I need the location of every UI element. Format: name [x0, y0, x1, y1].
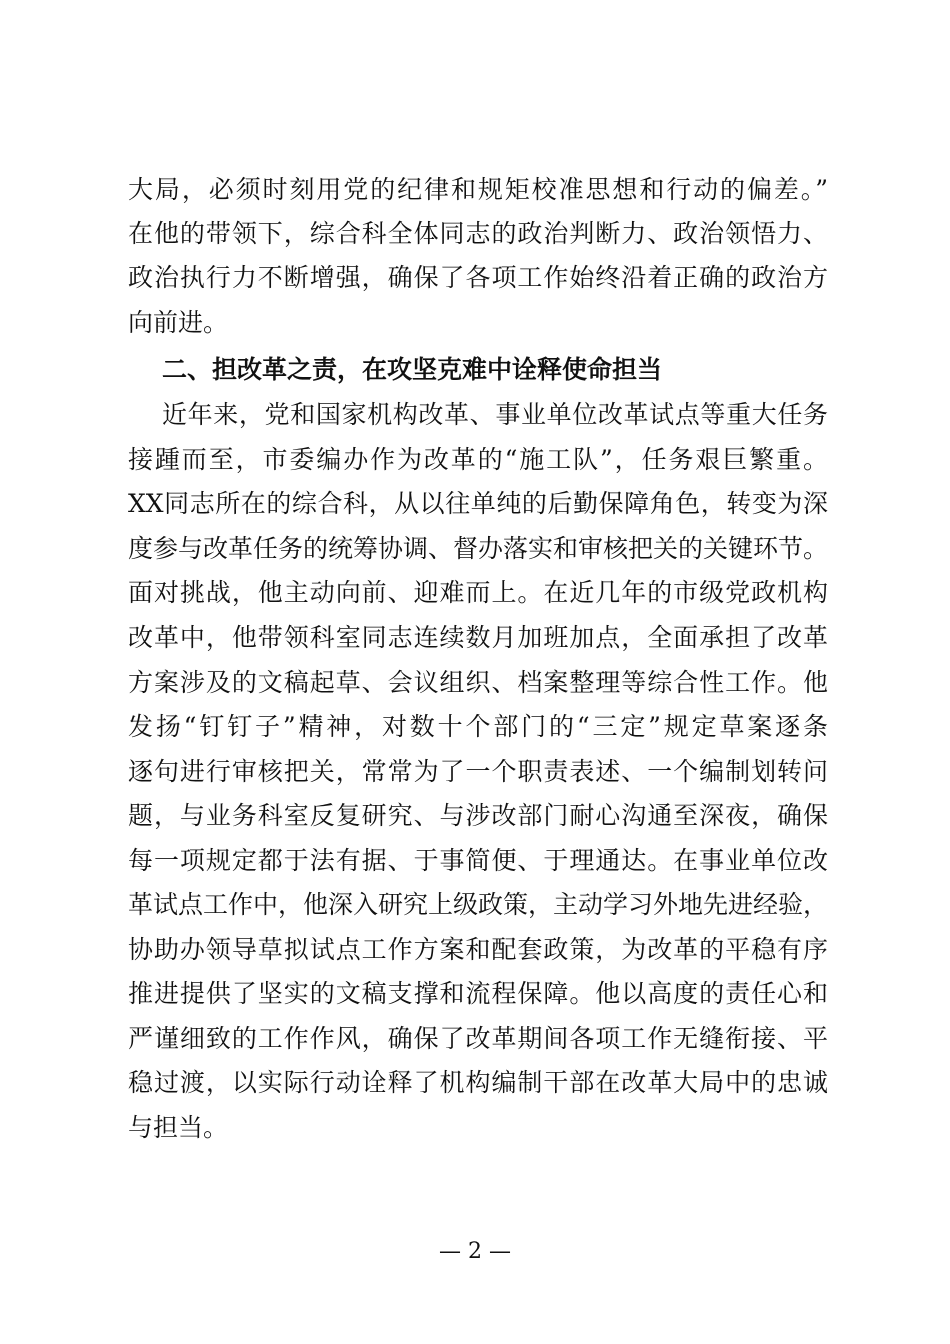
paragraph-2-line-14: 推进提供了坚实的文稿支撑和流程保障。他以高度的责任心和	[128, 979, 828, 1008]
paragraph-2-line-5: 面对挑战，他主动向前、迎难而上。在近几年的市级党政机构	[128, 578, 828, 607]
paragraph-2-line-16: 稳过渡，以实际行动诠释了机构编制干部在改革大局中的忠诚	[128, 1068, 828, 1097]
paragraph-2-line-4: 度参与改革任务的统筹协调、督办落实和审核把关的关键环节。	[128, 534, 828, 563]
paragraph-2-line-17: 与担当。	[128, 1113, 229, 1142]
paragraph-1-line-2: 在他的带领下，综合科全体同志的政治判断力、政治领悟力、	[128, 219, 828, 248]
paragraph-1-line-4: 向前进。	[128, 308, 229, 337]
paragraph-2-line-1: 近年来，党和国家机构改革、事业单位改革试点等重大任务	[162, 400, 828, 429]
paragraph-2-line-7: 方案涉及的文稿起草、会议组织、档案整理等综合性工作。他	[128, 668, 828, 697]
paragraph-2-line-12: 革试点工作中，他深入研究上级政策，主动学习外地先进经验，	[128, 890, 828, 919]
paragraph-1-line-3: 政治执行力不断增强，确保了各项工作始终沿着正确的政治方	[128, 263, 828, 292]
paragraph-2-line-9: 逐句进行审核把关，常常为了一个职责表述、一个编制划转问	[128, 757, 828, 786]
page-number: — 2 —	[439, 1239, 511, 1264]
paragraph-2-line-6: 改革中，他带领科室同志连续数月加班加点，全面承担了改革	[128, 623, 828, 652]
paragraph-2-line-8: 发扬“钉钉子”精神，对数十个部门的“三定”规定草案逐条	[128, 712, 828, 741]
paragraph-2-line-11: 每一项规定都于法有据、于事简便、于理通达。在事业单位改	[128, 846, 828, 875]
paragraph-2-line-15: 严谨细致的工作作风，确保了改革期间各项工作无缝衔接、平	[128, 1024, 828, 1053]
paragraph-2-line-10: 题，与业务科室反复研究、与涉改部门耐心沟通至深夜，确保	[128, 801, 828, 830]
section-heading: 二、担改革之责，在攻坚克难中诠释使命担当	[162, 355, 663, 384]
paragraph-2-line-13: 协助办领导草拟试点工作方案和配套政策，为改革的平稳有序	[128, 935, 828, 964]
paragraph-2-line-3: XX同志所在的综合科，从以往单纯的后勤保障角色，转变为深	[128, 489, 828, 518]
paragraph-1-line-1: 大局，必须时刻用党的纪律和规矩校准思想和行动的偏差。”	[128, 175, 828, 204]
paragraph-2-line-2: 接踵而至，市委编办作为改革的“施工队”，任务艰巨繁重。	[128, 445, 828, 474]
